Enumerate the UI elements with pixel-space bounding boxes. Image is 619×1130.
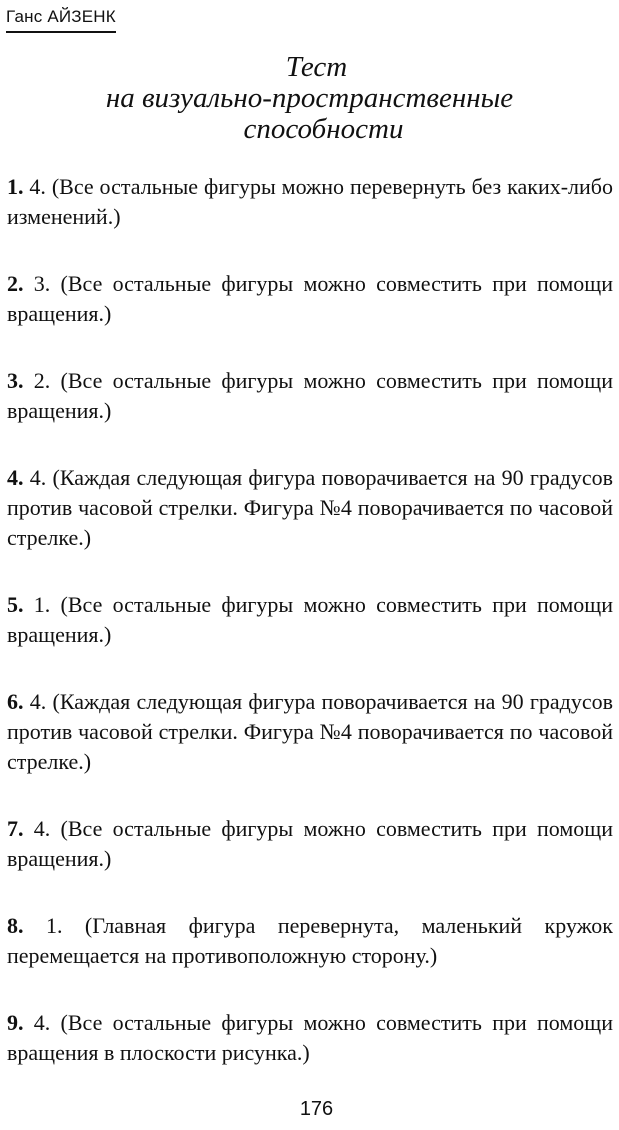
answer-text: 4. (Каждая следующая фигура поворачивается на 90 градусов против часовой стрелки. Фигура №4 поворачивается по часовой стрелке.): [7, 689, 613, 774]
answer-text: 3. (Все остальные фигуры можно совместить при помощи вращения.): [7, 271, 614, 326]
answer-item-6: [7, 687, 613, 777]
answer-number: 7.: [7, 816, 24, 841]
answer-item-3: [7, 366, 613, 426]
answer-text: 4. (Все остальные фигуры можно совместить при помощи вращения в плоскости рисунка.): [7, 1010, 614, 1065]
answer-text: 1. (Главная фигура перевернута, маленький кружок перемещается на противоположную сторону.): [7, 913, 613, 968]
answer-item-5: [7, 590, 613, 650]
answer-number: 2.: [7, 271, 24, 296]
answer-text: 1. (Все остальные фигуры можно совместить при помощи вращения.): [7, 592, 614, 647]
answer-number: 9.: [7, 1010, 24, 1035]
answer-text: 4. (Каждая следующая фигура поворачивается на 90 градусов против часовой стрелки. Фигура №4 поворачивается по часовой стрелке.): [7, 465, 613, 550]
answer-item-8: [7, 911, 613, 971]
page-title: [0, 52, 619, 145]
answer-list: [7, 172, 613, 1105]
answer-text: 4. (Все остальные фигуры можно совместить при помощи вращения.): [7, 816, 614, 871]
answer-item-7: [7, 814, 613, 874]
page-number: 176: [299, 1098, 334, 1120]
running-head: Ганс АЙЗЕНК: [6, 6, 116, 33]
answer-number: 6.: [7, 689, 24, 714]
answer-number: 8.: [7, 913, 24, 938]
answer-item-1: [7, 172, 613, 232]
answer-item-2: [7, 269, 613, 329]
answer-item-9: [7, 1008, 613, 1068]
answer-number: 4.: [7, 465, 24, 490]
answer-number: 1.: [7, 174, 24, 199]
title-line-1: Тест: [285, 51, 348, 83]
answer-text: 2. (Все остальные фигуры можно совместить при помощи вращения.): [7, 368, 614, 423]
answer-text: 4. (Все остальные фигуры можно перевернуть без каких-либо изменений.): [7, 174, 613, 229]
title-line-2: на визуально-пространственные: [105, 82, 514, 114]
answer-number: 5.: [7, 592, 24, 617]
answer-item-4: [7, 463, 613, 553]
answer-number: 3.: [7, 368, 24, 393]
title-line-3: способности: [243, 113, 404, 145]
